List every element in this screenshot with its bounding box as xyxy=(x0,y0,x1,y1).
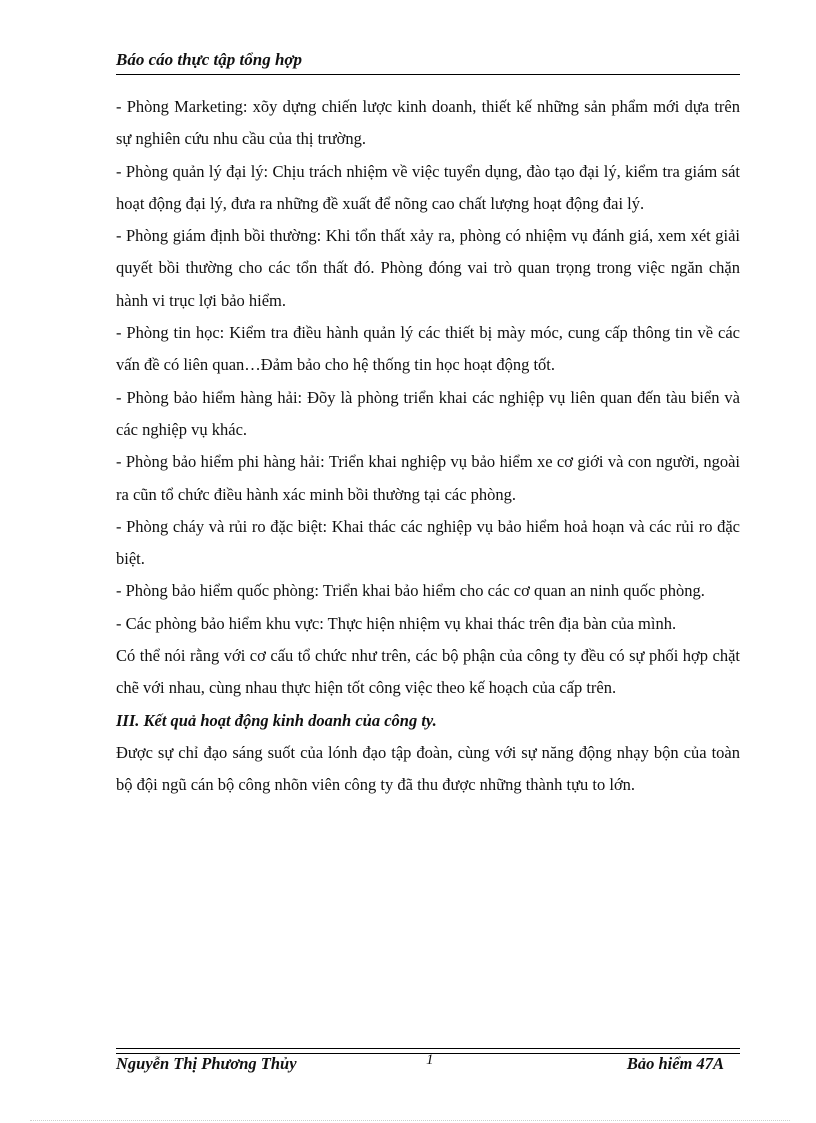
paragraph-marketing: - Phòng Marketing: xõy dựng chiến lược kinh doanh, thiết kế những sản phẩm mới dựa trên sự nghiên cứu nhu cầu của thị trường. xyxy=(116,97,740,149)
paragraph-defense-insurance: - Phòng bảo hiểm quốc phòng: Triển khai bảo hiểm cho các cơ quan an ninh quốc phòng. xyxy=(116,581,705,601)
paragraph-non-marine-insurance: - Phòng bảo hiểm phi hàng hải: Triển khai nghiệp vụ bảo hiểm xe cơ giới và con người, ngoài ra cũn tổ chức điều hành xác minh bồi thường tại các phòng. xyxy=(116,452,740,504)
page-header xyxy=(116,50,740,75)
paragraph-regional-offices: - Các phòng bảo hiểm khu vực: Thực hiện nhiệm vụ khai thác trên địa bàn của mình. xyxy=(116,613,677,633)
paragraph-marine-insurance: - Phòng bảo hiểm hàng hải: Đõy là phòng triển khai các nghiệp vụ liên quan đến tàu biển và các nghiệp vụ khác. xyxy=(116,387,740,439)
report-title: Báo cáo thực tập tổng hợp xyxy=(116,50,303,69)
paragraph-it-department: - Phòng tin học: Kiểm tra điều hành quản lý các thiết bị mày móc, cung cấp thông tin về các vấn đề có liên quan…Đảm bảo cho hệ thống tin học hoạt động tốt. xyxy=(116,323,740,375)
document-body xyxy=(116,91,740,802)
page-footer xyxy=(116,1054,740,1080)
page-edge-dotted-line xyxy=(30,1120,790,1121)
footer-department: Bảo hiểm 47A xyxy=(626,1054,724,1073)
paragraph-agency-management: - Phòng quản lý đại lý: Chịu trách nhiệm về việc tuyển dụng, đào tạo đại lý, kiểm tra giám sát hoạt động đại lý, đưa ra những đề xuất để nõng cao chất lượng hoạt động đai lý. xyxy=(116,161,740,213)
page-number: 1 xyxy=(426,1052,434,1068)
footer-author: Nguyễn Thị Phương Thủy xyxy=(116,1054,297,1073)
section-heading: III. Kết quả hoạt động kinh doanh của công ty. xyxy=(116,710,437,730)
paragraph-summary: Có thể nói rằng với cơ cấu tổ chức như trên, các bộ phận của công ty đều có sự phối hợp chặt chẽ với nhau, cùng nhau thực hiện tốt công việc theo kế hoạch của cấp trên. xyxy=(116,646,740,698)
paragraph-claims-assessment: - Phòng giám định bồi thường: Khi tổn thất xảy ra, phòng có nhiệm vụ đánh giá, xem xét giải quyết bồi thường cho các tổn thất đó. Phòng đóng vai trò quan trọng trong việc ngăn chặn hành vi trục lợi bảo hiểm. xyxy=(116,226,740,310)
section-body: Được sự chỉ đạo sáng suốt của lónh đạo tập đoàn, cùng với sự năng động nhạy bộn của toàn bộ đội ngũ cán bộ công nhõn viên công ty đã thu được những thành tựu to lớn. xyxy=(116,742,740,795)
paragraph-fire-special-risk: - Phòng cháy và rủi ro đặc biệt: Khai thác các nghiệp vụ bảo hiểm hoả hoạn và các rủi ro đặc biệt. xyxy=(116,516,740,569)
